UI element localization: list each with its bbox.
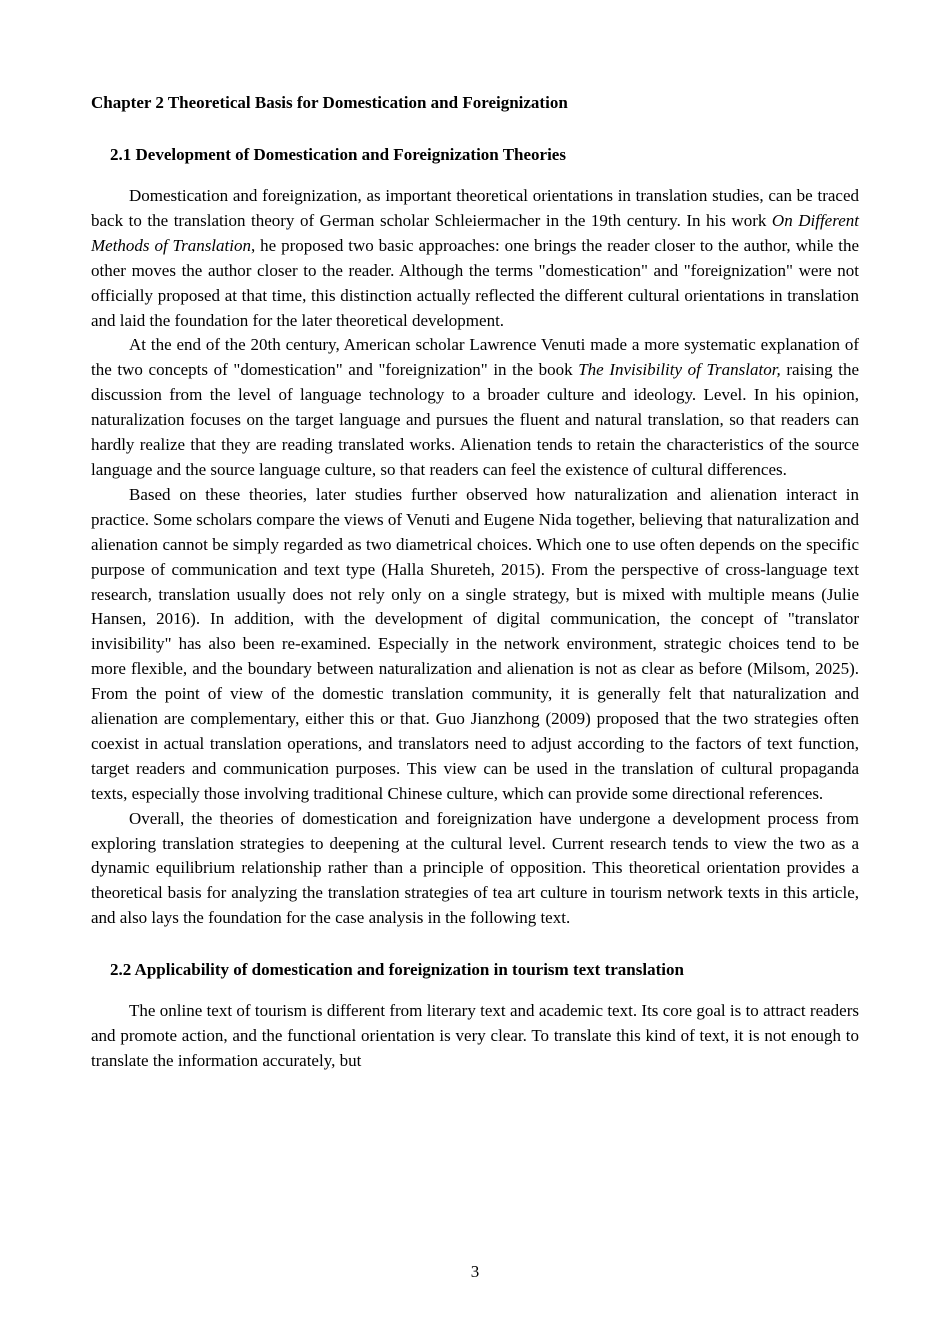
paragraph <box>91 333 859 482</box>
book-title: The Invisibility of Translator, <box>578 360 781 380</box>
book-title: On Different Methods of Translation <box>91 210 859 255</box>
paragraph <box>91 184 859 333</box>
text-run: Domestication and foreignization, as important theoretical orientations in translation studies, can be traced back to the translation theory of German scholar Schleiermacher in the 19th century. In his work <box>91 186 859 230</box>
paragraph: The online text of tourism is different from literary text and academic text. Its core goal is to attract readers and promote action, and the functional orientation is very clear. To translate this kind of text, it is not enough to translate the information accurately, but <box>91 1001 859 1070</box>
chapter-title: Chapter 2 Theoretical Basis for Domestication and Foreignization <box>91 93 568 112</box>
section-title-2-1: 2.1 Development of Domestication and Foreignization Theories <box>110 145 566 164</box>
text-run: At the end of the 20th century, American scholar Lawrence Venuti made a more systematic explanation of the two concepts of "domestication" and "foreignization" in the book <box>91 335 859 380</box>
paragraph: Based on these theories, later studies further observed how naturalization and alienation interact in practice. Some scholars compare the views of Venuti and Eugene Nida together, believing that naturalization and alienation cannot be simply regarded as two diametrical choices. Which one to use often depends on the specific purpose of communication and text type (Halla Shureteh, 2015). From the perspective of cross-language text research, translation usually does not rely only on a single strategy, but is mixed with multiple means (Julie Hansen, 2016). In addition, with the development of digital communication, the concept of "translator invisibility" has also been re-examined. Especially in the network environment, strategic choices tend to be more flexible, and the boundary between naturalization and alienation is not as clear as before (Milsom, 2025). From the point of view of the domestic translation community, it is generally felt that naturalization and alienation are complementary, either this or that. Guo Jianzhong (2009) proposed that the two strategies often coexist in actual translation operations, and translators need to adjust according to the factors of text function, target readers and communication purposes. This view can be used in the translation of cultural propaganda texts, especially those involving traditional Chinese culture, which can provide some directional references. <box>91 484 859 803</box>
spacer <box>91 931 859 957</box>
paragraph: Overall, the theories of domestication and foreignization have undergone a development process from exploring translation strategies to deepening at the cultural level. Current research tends to view the two as a dynamic equilibrium relationship rather than a principle of opposition. This theoretical orientation provides a theoretical basis for analyzing the translation strategies of tea art culture in tourism network texts in this article, and also lays the foundation for the case analysis in the following text. <box>91 808 859 928</box>
section-title-2-2: 2.2 Applicability of domestication and foreignization in tourism text translation <box>110 960 684 980</box>
page-body <box>91 90 859 1074</box>
page-number: 3 <box>470 1262 480 1281</box>
text-run: raising the discussion from the level of language technology to a broader culture and ideology. Level. In his opinion, naturalization focuses on the target language and pursues the fluent and natural translation, so that readers can hardly realize that they are reading translated works. Alienation tends to retain the characteristics of the source language and the source language culture, so that readers can feel the existence of cultural differences. <box>91 360 859 479</box>
text-run: , he proposed two basic approaches: one brings the reader closer to the author, while the other moves the author closer to the reader. Although the terms "domestication" and "foreignization" were not officially proposed at that time, this distinction actually reflected the different cultural orientations in translation and laid the foundation for the later theoretical development. <box>91 235 860 330</box>
